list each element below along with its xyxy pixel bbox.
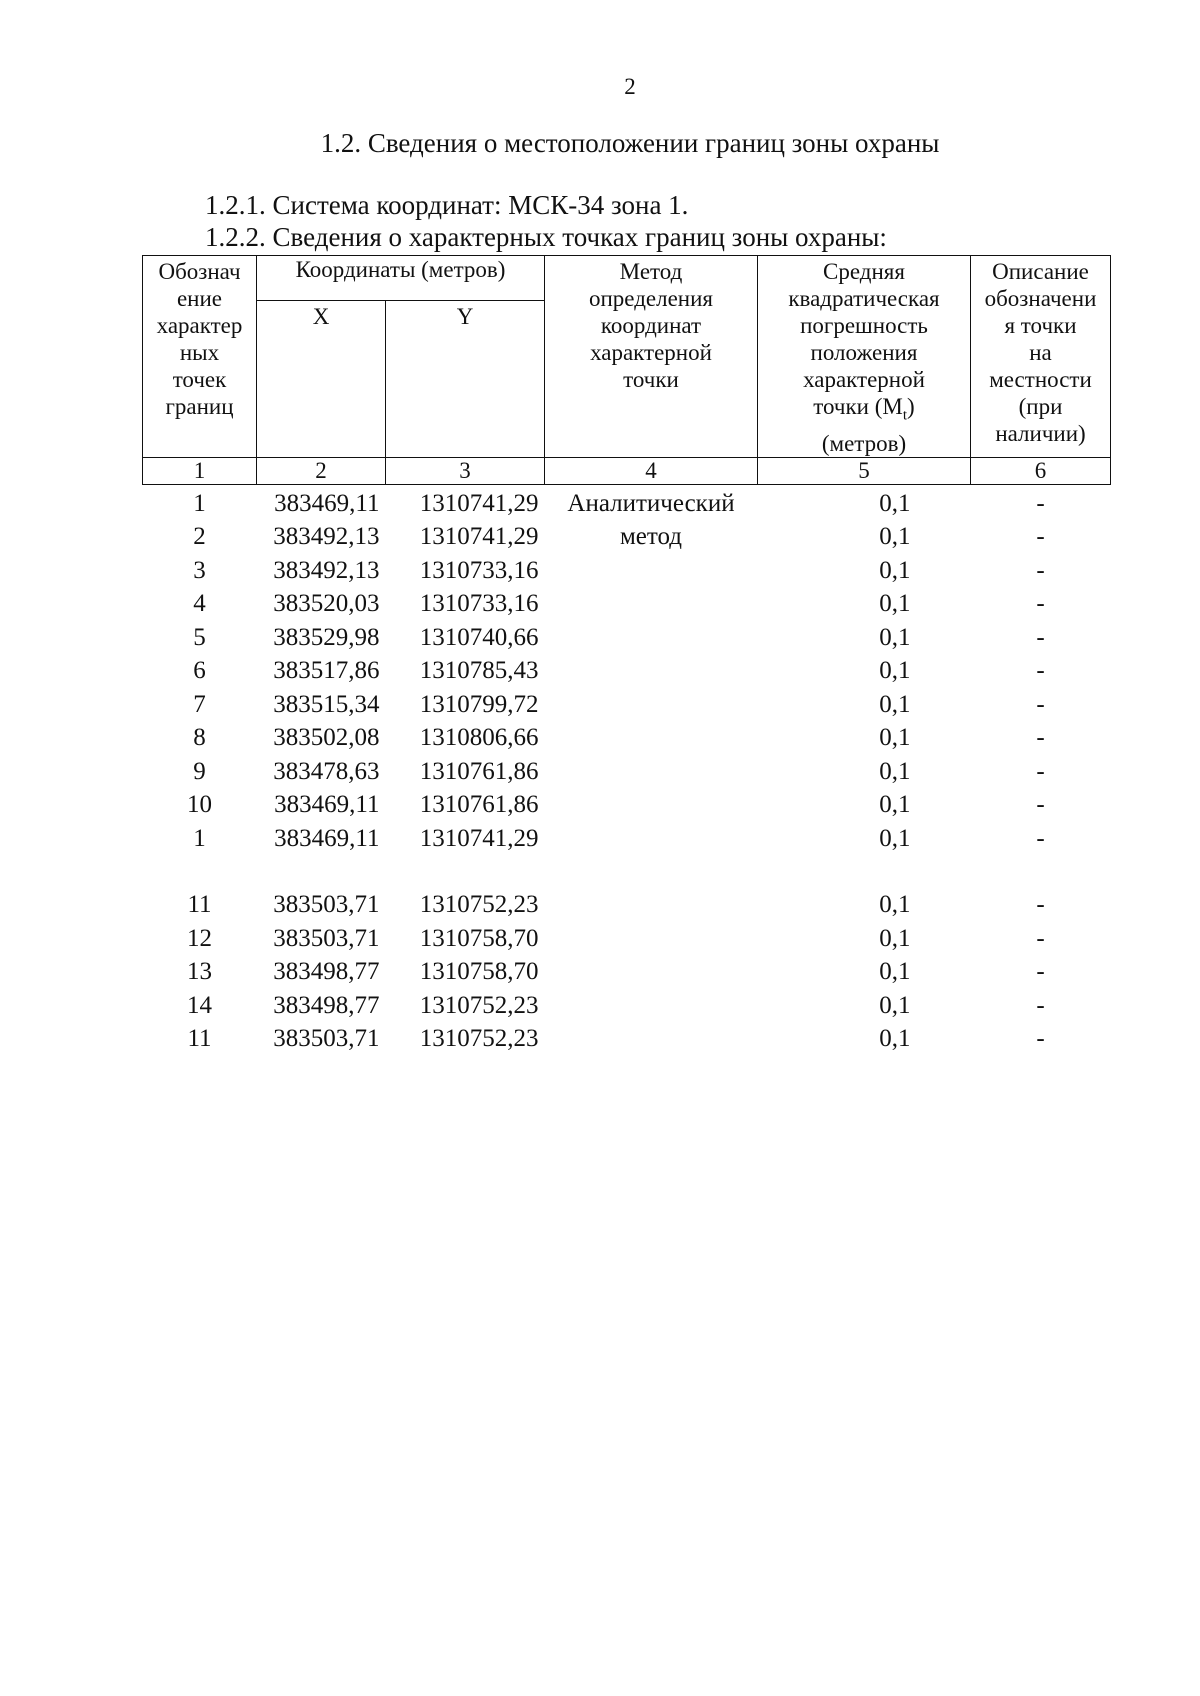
point-description: - bbox=[1036, 1025, 1045, 1053]
table-body bbox=[143, 484, 1111, 1056]
point-id: 1 bbox=[193, 824, 206, 852]
point-id: 2 bbox=[193, 523, 206, 551]
header-line: я точки bbox=[1004, 313, 1077, 338]
header-line: характерной bbox=[590, 340, 712, 365]
mean-square-error: 0,1 bbox=[879, 657, 911, 685]
point-id: 4 bbox=[193, 590, 206, 618]
point-id: 1 bbox=[193, 489, 206, 517]
point-description: - bbox=[1036, 690, 1045, 718]
header-line: границ bbox=[165, 394, 234, 419]
header-line: ных bbox=[179, 340, 220, 365]
boundary-points-table bbox=[142, 255, 1111, 1056]
point-description: - bbox=[1036, 489, 1045, 517]
coord-y: 1310741,29 bbox=[419, 489, 539, 517]
coord-y: 1310758,70 bbox=[419, 924, 539, 952]
point-description: - bbox=[1036, 891, 1045, 919]
point-id: 12 bbox=[187, 924, 212, 952]
header-method bbox=[545, 256, 758, 458]
point-id: 10 bbox=[187, 791, 212, 819]
coord-x: 383469,11 bbox=[274, 824, 380, 852]
point-description: - bbox=[1036, 824, 1045, 852]
header-line: Средняя bbox=[823, 259, 905, 284]
point-description: - bbox=[1036, 590, 1045, 618]
point-id: 14 bbox=[187, 991, 212, 1019]
header-line: точки bbox=[623, 367, 679, 392]
header-line: местности bbox=[989, 367, 1092, 392]
point-description: - bbox=[1036, 556, 1045, 584]
coord-x: 383515,34 bbox=[273, 690, 380, 718]
header-line: обозначени bbox=[984, 286, 1097, 311]
coord-x: 383498,77 bbox=[273, 958, 380, 986]
coord-y: 1310806,66 bbox=[419, 724, 539, 752]
mean-square-error: 0,1 bbox=[879, 590, 911, 618]
coord-x: 383503,71 bbox=[273, 891, 380, 919]
point-id: 13 bbox=[187, 958, 212, 986]
header-line: погрешность bbox=[800, 313, 928, 338]
point-id: 8 bbox=[193, 724, 206, 752]
header-line: положения bbox=[810, 340, 918, 365]
mean-square-error: 0,1 bbox=[879, 556, 911, 584]
point-description: - bbox=[1036, 958, 1045, 986]
header-line: Описание bbox=[992, 259, 1089, 284]
header-y: Y bbox=[386, 300, 545, 457]
coord-x: 383503,71 bbox=[273, 1025, 380, 1053]
header-mean-square-error bbox=[758, 256, 971, 458]
coord-x: 383478,63 bbox=[273, 757, 380, 785]
mean-square-error: 0,1 bbox=[879, 824, 911, 852]
coord-y: 1310785,43 bbox=[419, 657, 539, 685]
method-text: Аналитический bbox=[567, 489, 735, 517]
header-description bbox=[971, 256, 1111, 458]
point-description: - bbox=[1036, 623, 1045, 651]
table-row bbox=[143, 484, 1111, 520]
header-coordinates-group: Координаты (метров) bbox=[257, 256, 545, 301]
point-id: 6 bbox=[193, 657, 206, 685]
coord-y: 1310741,29 bbox=[419, 824, 539, 852]
coord-y: 1310752,23 bbox=[419, 991, 539, 1019]
header-line: характерной bbox=[803, 367, 925, 392]
header-line: (при bbox=[1018, 394, 1063, 419]
mean-square-error: 0,1 bbox=[879, 623, 911, 651]
mean-square-error: 0,1 bbox=[879, 891, 911, 919]
point-description: - bbox=[1036, 791, 1045, 819]
method-text: метод bbox=[619, 522, 682, 550]
mean-square-error: 0,1 bbox=[879, 924, 911, 952]
header-line: характер bbox=[156, 313, 243, 338]
mean-square-error: 0,1 bbox=[879, 958, 911, 986]
points-heading: 1.2.2. Сведения о характерных точках границ зоны охраны: bbox=[205, 222, 887, 252]
coord-x: 383503,71 bbox=[273, 924, 380, 952]
header-line: координат bbox=[600, 313, 702, 338]
section-title: 1.2. Сведения о местоположении границ зоны охраны bbox=[320, 128, 940, 158]
coord-y: 1310752,23 bbox=[419, 891, 539, 919]
mean-square-error: 0,1 bbox=[879, 690, 911, 718]
column-numbers-row bbox=[143, 457, 1111, 484]
mean-square-error: 0,1 bbox=[879, 489, 911, 517]
method-cell bbox=[545, 484, 758, 1056]
coord-y: 1310799,72 bbox=[419, 690, 539, 718]
coord-y: 1310741,29 bbox=[419, 523, 539, 551]
coordinate-system-line: 1.2.1. Система координат: МСК-34 зона 1. bbox=[205, 190, 689, 220]
coord-y: 1310758,70 bbox=[419, 958, 539, 986]
point-id: 3 bbox=[193, 556, 206, 584]
point-description: - bbox=[1036, 657, 1045, 685]
header-point-designation bbox=[143, 256, 257, 458]
point-id: 11 bbox=[187, 1025, 212, 1053]
header-line: наличии) bbox=[995, 421, 1086, 446]
column-number: 1 bbox=[143, 457, 257, 484]
mean-square-error: 0,1 bbox=[879, 791, 911, 819]
coord-x: 383529,98 bbox=[273, 623, 380, 651]
coord-x: 383492,13 bbox=[273, 556, 380, 584]
header-line: точек bbox=[172, 367, 227, 392]
coord-y: 1310733,16 bbox=[419, 556, 539, 584]
coord-x: 383498,77 bbox=[273, 991, 380, 1019]
coord-y: 1310733,16 bbox=[419, 590, 539, 618]
column-number: 3 bbox=[386, 457, 545, 484]
coord-y: 1310752,23 bbox=[419, 1025, 539, 1053]
mean-square-error: 0,1 bbox=[879, 523, 911, 551]
column-number: 5 bbox=[758, 457, 971, 484]
header-line: определения bbox=[588, 286, 713, 311]
column-number: 2 bbox=[257, 457, 386, 484]
point-id: 7 bbox=[193, 690, 206, 718]
point-description: - bbox=[1036, 523, 1045, 551]
mean-square-error: 0,1 bbox=[879, 1025, 911, 1053]
point-description: - bbox=[1036, 924, 1045, 952]
coord-x: 383502,08 bbox=[273, 724, 380, 752]
header-line: (метров) bbox=[821, 430, 907, 456]
coord-y: 1310740,66 bbox=[419, 623, 539, 651]
mean-square-error: 0,1 bbox=[879, 757, 911, 785]
coord-y: 1310761,86 bbox=[419, 757, 539, 785]
point-description: - bbox=[1036, 724, 1045, 752]
mean-square-error: 0,1 bbox=[879, 724, 911, 752]
point-id: 5 bbox=[193, 623, 206, 651]
coord-x: 383469,11 bbox=[274, 489, 380, 517]
coord-x: 383520,03 bbox=[273, 590, 380, 618]
point-id: 11 bbox=[187, 891, 212, 919]
column-number: 6 bbox=[971, 457, 1111, 484]
header-line: ение bbox=[176, 286, 223, 311]
page-number: 2 bbox=[624, 74, 636, 99]
column-number: 4 bbox=[545, 457, 758, 484]
point-description: - bbox=[1036, 991, 1045, 1019]
point-description: - bbox=[1036, 757, 1045, 785]
coord-x: 383517,86 bbox=[273, 657, 380, 685]
header-line: Метод bbox=[619, 259, 683, 284]
header-line: Обознач bbox=[158, 259, 241, 284]
point-id: 9 bbox=[193, 757, 206, 785]
coord-x: 383469,11 bbox=[274, 791, 380, 819]
header-line: на bbox=[1029, 340, 1052, 365]
mean-square-error: 0,1 bbox=[879, 991, 911, 1019]
coord-x: 383492,13 bbox=[273, 523, 380, 551]
coord-y: 1310761,86 bbox=[419, 791, 539, 819]
header-line: квадратическая bbox=[788, 286, 940, 311]
header-line: точки $(M_t)$ bbox=[813, 394, 915, 424]
header-x: X bbox=[257, 300, 386, 457]
